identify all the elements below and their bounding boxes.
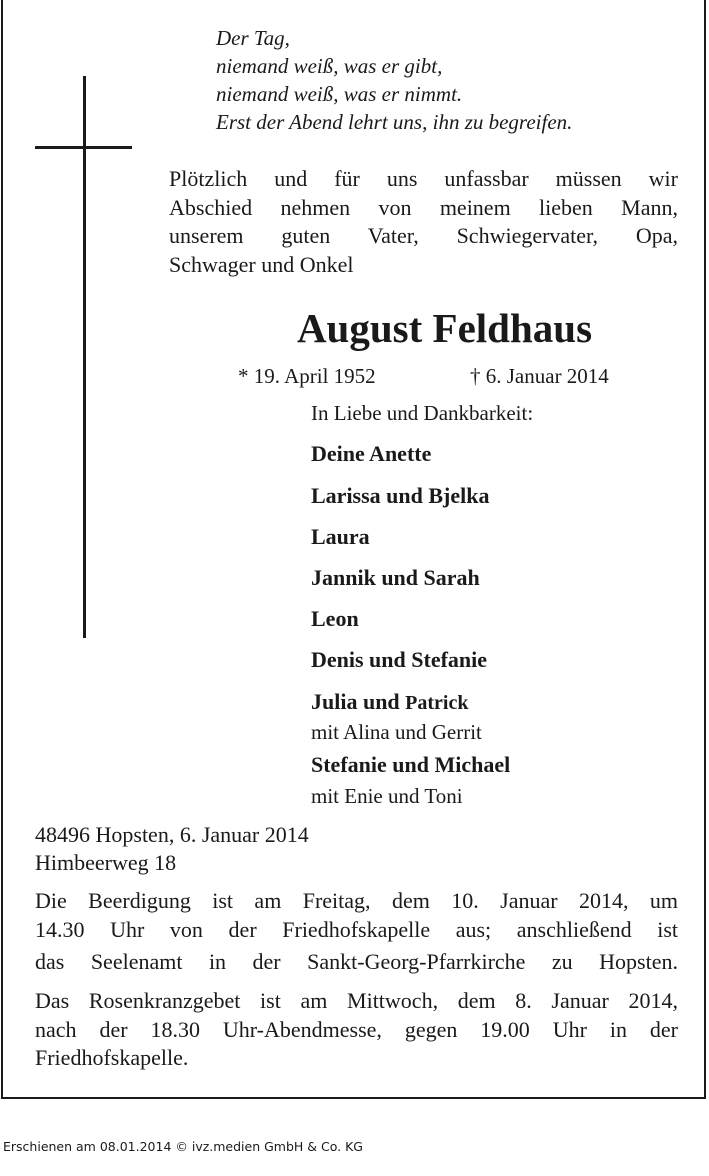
publication-footer: Erschienen am 08.01.2014 © ivz.medien GmbH & Co. KG (3, 1139, 363, 1154)
family-member: Leon (311, 606, 359, 631)
intro-line: unserem guten Vater, Schwiegervater, Opa, (169, 223, 678, 248)
rosary-line: Das Rosenkranzgebet ist am Mittwoch, dem 8. Januar 2014, (35, 988, 678, 1013)
funeral-line: 14.30 Uhr von der Friedhofskapelle aus; anschließend ist (35, 917, 678, 942)
funeral-line: das Seelenamt in der Sankt-Georg-Pfarrkirche zu Hopsten. (35, 949, 678, 974)
poem-line: niemand weiß, was er nimmt. (216, 82, 463, 106)
poem-line: Der Tag, (216, 26, 290, 50)
rosary-line: nach der 18.30 Uhr-Abendmesse, gegen 19.00 Uhr in der (35, 1017, 678, 1042)
poem-line: niemand weiß, was er gibt, (216, 54, 443, 78)
family-member-patrick: Patrick (405, 692, 469, 714)
family-member: Deine Anette (311, 441, 432, 466)
intro-line: Schwager und Onkel (169, 252, 354, 277)
address-line: 48496 Hopsten, 6. Januar 2014 (35, 822, 309, 847)
rosary-line: Friedhofskapelle. (35, 1045, 189, 1070)
address-line: Himbeerweg 18 (35, 850, 177, 875)
family-member: Laura (311, 524, 370, 549)
family-member-julia: Julia und (311, 689, 400, 714)
deceased-name: August Feldhaus (296, 305, 593, 351)
family-member: Jannik und Sarah (311, 565, 480, 590)
birth-date: * 19. April 1952 (238, 364, 376, 388)
funeral-line: Die Beerdigung ist am Freitag, dem 10. Januar 2014, um (35, 888, 678, 913)
family-member: Stefanie und Michael (311, 752, 511, 777)
family-member: Larissa und Bjelka (311, 483, 490, 508)
family-member: Denis und Stefanie (311, 647, 488, 672)
intro-line: Plötzlich und für uns unfassbar müssen wir (169, 166, 678, 191)
intro-line: Abschied nehmen von meinem lieben Mann, (169, 195, 678, 220)
death-date: † 6. Januar 2014 (470, 364, 609, 388)
poem-line: Erst der Abend lehrt uns, ihn zu begreifen. (216, 110, 573, 134)
family-children: mit Alina und Gerrit (311, 720, 482, 744)
family-member (311, 688, 468, 717)
family-children: mit Enie und Toni (311, 784, 463, 808)
family-intro: In Liebe und Dankbarkeit: (311, 401, 534, 425)
